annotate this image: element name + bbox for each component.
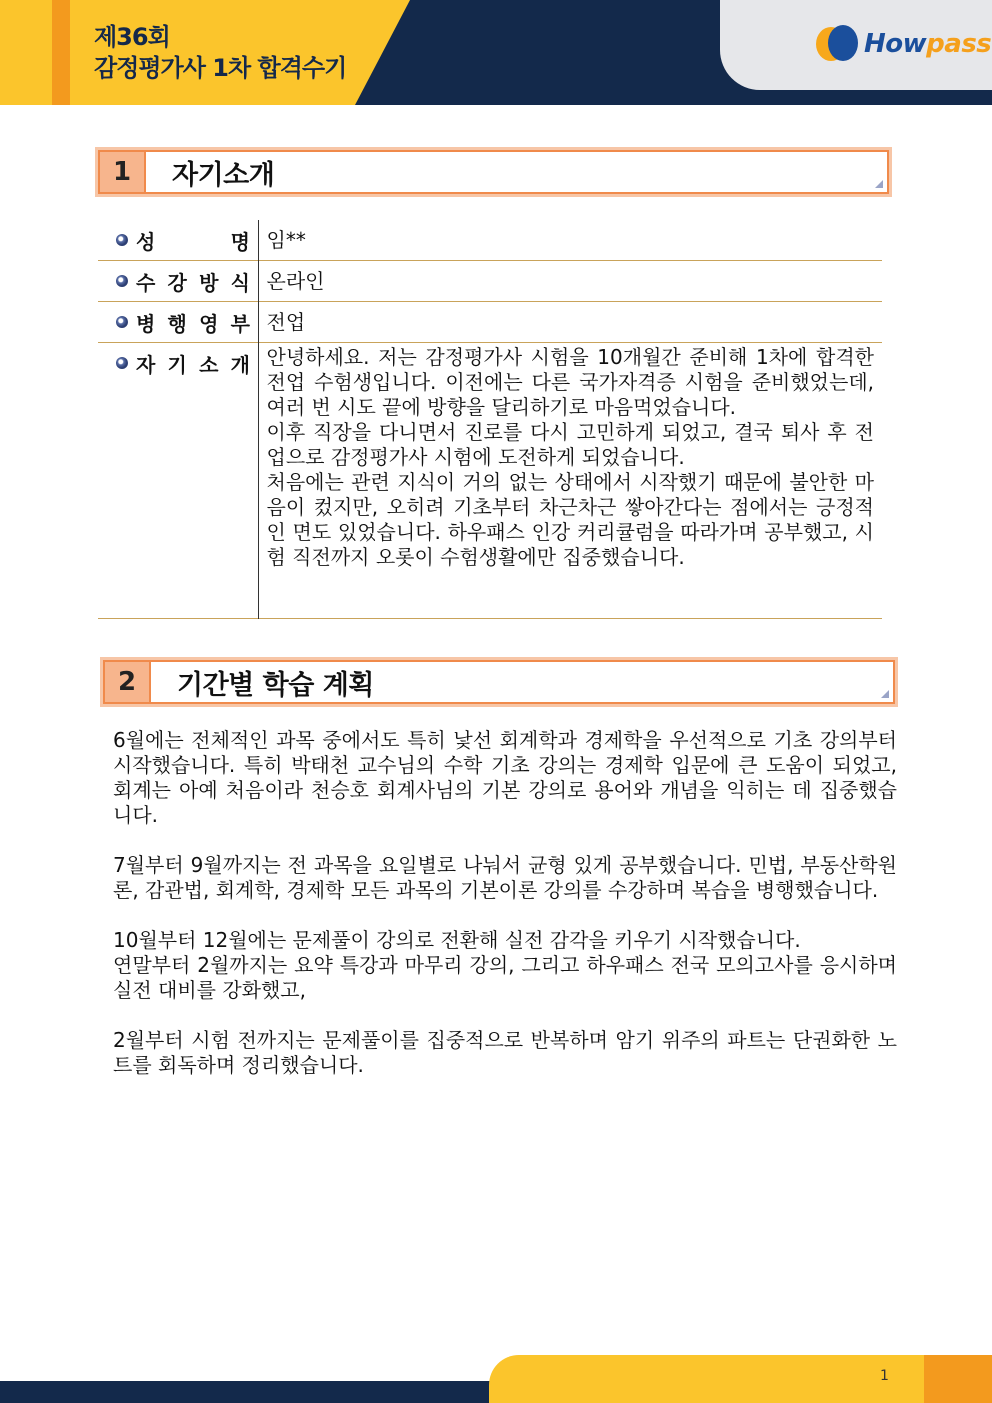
footer-orange-block [924,1355,992,1403]
section1-title: 자기소개 [172,159,275,191]
howpass-logo-icon [816,25,858,63]
section2-number: 2 [105,662,151,702]
profile-label-status: 병 행 영 부 [136,311,250,336]
profile-value-intro [258,343,882,619]
header-title [94,22,346,84]
study-plan-paragraph: 2월부터 시험 전까지는 문제풀이를 집중적으로 반복하며 암기 위주의 파트는 단권화한 노트를 회독하며 정리했습니다. [113,1028,897,1077]
profile-label-method: 수 강 방 식 [136,270,250,295]
study-plan-paragraph: 7월부터 9월까지는 전 과목을 요일별로 나눠서 균형 있게 공부했습니다. 민법, 부동산학원론, 감관법, 회계학, 경제학 모든 과목의 기본이론 강의를 수강하며 복습을 병행했습니다. [113,853,897,902]
profile-value-name: 임** [266,228,306,252]
bullet-icon [116,357,128,369]
corner-triangle-icon [875,180,883,188]
profile-value-method: 온라인 [266,269,325,293]
intro-paragraph: 안녕하세요. 저는 감정평가사 시험을 10개월간 준비해 1차에 합격한 전업 수험생입니다. 이전에는 다른 국가자격증 시험을 준비했었는데, 여러 번 시도 끝에 방향을 달리하기로 마음먹었습니다. [266,345,874,419]
bullet-icon [116,316,128,328]
howpass-logo [816,24,991,64]
section1-heading [95,147,892,197]
study-plan-paragraph: 10월부터 12월에는 문제풀이 강의로 전환해 실전 감각을 키우기 시작했습니다. [113,928,801,952]
corner-triangle-icon [881,690,889,698]
page-number: 1 [880,1368,889,1384]
profile-row-method [98,261,882,302]
header-title-line1: 제36회 [94,23,170,51]
profile-value-status: 전업 [266,310,306,334]
profile-label-intro: 자 기 소 개 [136,352,250,377]
study-plan-body [113,728,897,1103]
profile-row-intro [98,343,882,619]
intro-paragraph: 이후 직장을 다니면서 진로를 다시 고민하게 되었고, 결국 퇴사 후 전업으로 감정평가사 시험에 도전하게 되었습니다. [266,420,874,469]
profile-table [98,220,882,619]
header-title-line2: 감정평가사 1차 합격수기 [94,54,347,82]
section2-title: 기간별 학습 계획 [177,669,374,701]
bullet-icon [116,275,128,287]
bullet-icon [116,234,128,246]
howpass-logo-text: Howpass [864,29,992,59]
profile-row-status [98,302,882,343]
header-accent-bar [52,0,70,105]
intro-paragraph: 처음에는 관련 지식이 거의 없는 상태에서 시작했기 때문에 불안한 마음이 컸지만, 오히려 기초부터 차근차근 쌓아간다는 점에서는 긍정적인 면도 있었습니다. 하우패스 인강 커리큘럼을 따라가며 공부했고, 시험 직전까지 오롯이 수험생활에만 집중했습니다. [266,470,874,569]
profile-row-name [98,220,882,261]
section2-heading [100,657,898,707]
footer-navy-band [0,1381,500,1403]
study-plan-paragraph: 6월에는 전체적인 과목 중에서도 특히 낯선 회계학과 경제학을 우선적으로 기초 강의부터 시작했습니다. 특히 박태천 교수님의 수학 기초 강의는 경제학 입문에 큰 도움이 되었고, 회계는 아예 처음이라 천승호 회계사님의 기본 강의로 용어와 개념을 익히는 데 집중했습니다. [113,728,897,827]
study-plan-paragraph: 연말부터 2월까지는 요약 특강과 마무리 강의, 그리고 하우패스 전국 모의고사를 응시하며 실전 대비를 강화했고, [113,953,897,1002]
footer-yellow-band [489,1355,992,1403]
section1-number: 1 [100,152,146,192]
profile-label-name: 성 명 [136,229,250,254]
